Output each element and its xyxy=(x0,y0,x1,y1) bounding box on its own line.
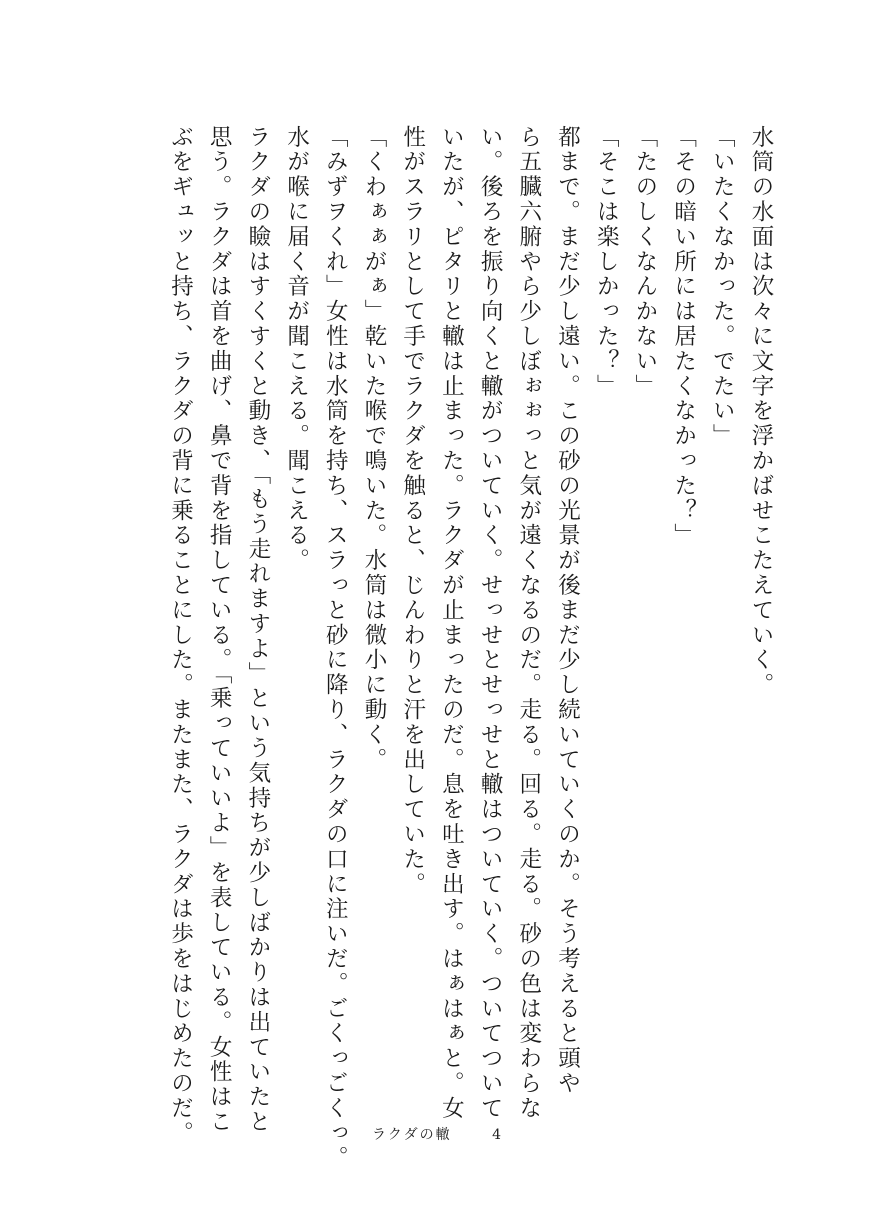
dialogue-line: 「いたくなかった。でたい」 xyxy=(709,125,736,449)
paragraph-line: い。後ろを振り向くと轍がついていく。せっせとせっせと轍はついていく。ついてついて xyxy=(477,125,504,1121)
paragraph-line: いたが、ピタリと轍は止まった。ラクダが止まったのだ。息を吐き出す。はぁはぁと。女 xyxy=(438,125,465,1121)
paragraph-line: 「くわぁぁがぁ」乾いた喉で鳴いた。水筒は微小に動く。 xyxy=(360,125,387,773)
dialogue-line: 「そこは楽しかった？」 xyxy=(593,125,620,399)
page-number: 4 xyxy=(492,1127,504,1143)
paragraph-line: 性がスラリとして手でラクダを触ると、じんわりと汗を出していた。 xyxy=(399,125,426,897)
paragraph-line: 「みずヲくれ」女性は水筒を持ち、スラっと砂に降り、ラクダの口に注いだ。ごくっごくっ。 xyxy=(322,125,349,1171)
line-water-surface: 水筒の水面は次々に文字を浮かばせこたえていく。 xyxy=(748,125,774,698)
paragraph-line: ら五臓六腑やら少しぼぉぉっと気が遠くなるのだ。走る。回る。走る。砂の色は変わらな xyxy=(515,125,542,1121)
page-footer xyxy=(0,1124,875,1148)
paragraph-line: ラクダの瞼はすくすくと動き、「もう走れますよ」という気持ちが少しばかりは出ていたと xyxy=(244,125,271,1135)
paragraph-line: 水が喉に届く音が聞こえる。聞こえる。 xyxy=(283,125,310,574)
dialogue-line: 「その暗い所には居たくなかった？」 xyxy=(670,125,697,549)
paragraph-line: 都まで。まだ少し遠い。この砂の光景が後まだ少し続いていくのか。そう考えると頭や xyxy=(554,125,581,1097)
dialogue-line: 「たのしくなんかない」 xyxy=(631,125,658,399)
paragraph-line: 思う。ラクダは首を曲げ、鼻で背を指している。「乗っていいよ」を表している。女性はこ xyxy=(206,125,233,1135)
paragraph-line: ぶをギュッと持ち、ラクダの背に乗ることにした。またまた、ラクダは歩をはじめたのだ。 xyxy=(167,125,194,1146)
footer-book-title: ラクダの轍 xyxy=(371,1127,452,1143)
